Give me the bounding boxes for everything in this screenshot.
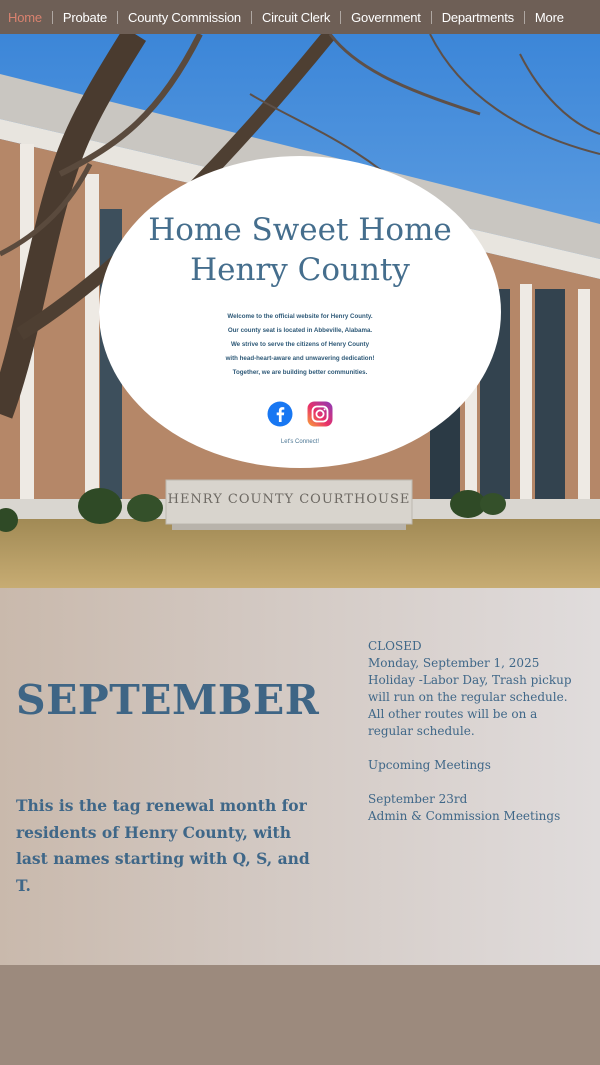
welcome-line: Together, we are building better communities. [232, 369, 368, 376]
welcome-line: Our county seat is located in Abbeville, Alabama. [227, 327, 373, 334]
welcome-oval [99, 156, 501, 468]
notice-details: Holiday -Labor Day, Trash pickup will run on the regular schedule. All other routes will be on a regular schedule. [368, 673, 572, 738]
welcome-text [179, 310, 421, 380]
nav-item-circuit-clerk[interactable]: Circuit Clerk [261, 9, 331, 25]
courthouse-sign-text: HENRY COUNTY COURTHOUSE [167, 492, 411, 507]
nav-divider [340, 11, 341, 24]
notice-date: Monday, September 1, 2025 [368, 656, 540, 670]
nav-divider [251, 11, 252, 24]
title-line-2: Henry County [190, 252, 410, 288]
meeting-name: Admin & Commission Meetings [368, 809, 561, 823]
nav-divider [524, 11, 525, 24]
connect-text: Let's Connect! [280, 439, 320, 445]
spacer [368, 740, 578, 757]
title-line-1: Home Sweet Home [148, 212, 452, 248]
notice-status: CLOSED [368, 639, 422, 653]
closure-notice [368, 638, 578, 825]
social-links [99, 401, 501, 427]
welcome-line: Welcome to the official website for Henry County. [227, 313, 373, 320]
nav-item-probate[interactable]: Probate [62, 9, 108, 25]
nav-item-departments[interactable]: Departments [441, 9, 514, 25]
meeting-date: September 23rd [368, 792, 468, 806]
nav-item-more[interactable]: More [534, 9, 564, 25]
welcome-line: We strive to serve the citizens of Henry County [230, 341, 370, 348]
tag-renewal-text: This is the tag renewal month for residents of Henry County, with last names starting with Q, S, and T. [16, 796, 310, 895]
welcome-line: with head-heart-aware and unwavering dedication! [225, 355, 375, 362]
nav-divider [431, 11, 432, 24]
page-title [99, 210, 501, 290]
meetings-heading: Upcoming Meetings [368, 758, 491, 772]
nav-item-county-commission[interactable]: County Commission [128, 9, 241, 25]
spacer [368, 774, 578, 791]
nav-item-home[interactable]: Home [8, 9, 42, 25]
instagram-icon[interactable] [307, 401, 333, 427]
top-nav [0, 0, 600, 34]
september-section [0, 588, 600, 965]
hero-section [0, 34, 600, 588]
nav-divider [117, 11, 118, 24]
facebook-icon[interactable] [267, 401, 293, 427]
september-heading: SEPTEMBER [16, 676, 320, 724]
nav-item-government[interactable]: Government [351, 9, 421, 25]
nav-divider [52, 11, 53, 24]
footer-band [0, 965, 600, 1065]
